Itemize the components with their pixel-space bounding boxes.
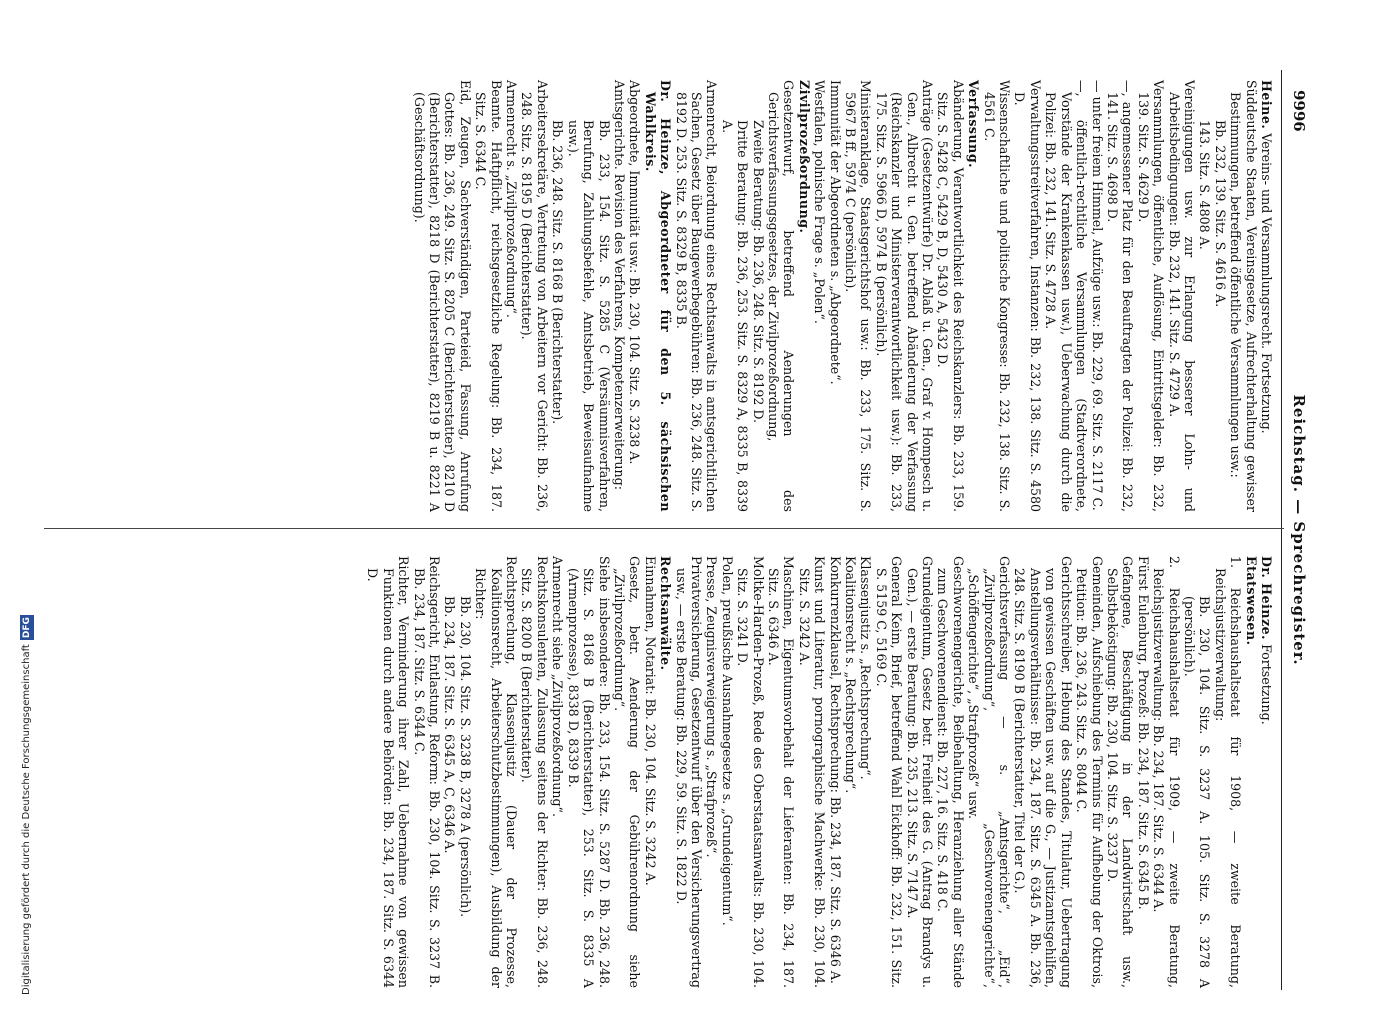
register-entry [411,556,442,988]
entry-text: Fortsetzung. [1259,644,1274,725]
right-column [365,556,1274,988]
register-entry [966,80,981,512]
register-entry [981,80,1012,512]
entry-text: Armenrecht, Beiordnung eines Rechtsanwalts in amtsgerichtlichen Sachen, Gesetz über Baugewerbegebühren: Bb. 236, 248. Sitz. S. 8192 D. 253. Sitz. S. 8329 B, 8335 B. [673,80,720,512]
entry-text: General Keim, Brief, betreffend Wahl Eickhoff: Bb. 232, 151. Sitz. S. 5159 C, 5169 C. [873,556,905,988]
entry-text: Richter, Verminderung ihrer Zahl, Uebernahme von gewissen Funktionen durch andere Behörden: Bb. 234, 187. Sitz. S. 6344 D. [365,556,412,988]
register-entry [1012,556,1074,988]
register-entry [1197,80,1212,512]
register-entry [658,556,673,988]
entry-text: Wissenschaftliche und politische Kongresse: Bb. 232, 138. Sitz. S. 4561 C. [981,80,1013,512]
entry-heading: Dr. Heinze. [1259,556,1274,641]
register-entry [796,556,827,988]
entry-text: Eid, Zeugen, Sachverständigen, Parteieid, Fassung, Anrufung Gottes: Bb. 236, 249. Sitz. S. 8205 C (Berichterstatter), 8210 D (Berichterstatter), 8218 D (Berichterstatter), 8219 B u. 8221 A (Geschäftsordnung). [411,80,473,512]
register-entry [796,80,811,512]
register-entry [873,80,935,512]
register-entry [1105,556,1136,988]
register-entry [565,556,611,988]
register-entry [565,80,611,512]
entry-text: Immunität der Abgeordneten s. „Abgeordnete“. [827,80,843,385]
entry-text: 1. Reichshaushaltsetat für 1908, — zweite Beratung, Reichsjustizverwaltung: [1212,556,1244,988]
register-entry [1166,80,1197,512]
register-entry [673,80,719,512]
register-entry [612,556,643,988]
entry-text: Verwaltungsstreitverfahren, Instanzen: Bb. 232, 138. Sitz. S. 4580 D. [1012,80,1043,512]
entry-text: Kunst und Literatur, pornographische Machwerke: Bb. 230, 104. Sitz. S. 3242 A. [796,556,828,988]
entry-text: Amtsgerichte. Revision des Verfahrens, Kompetenzerweiterung: [611,80,627,490]
register-entry [827,80,842,512]
digitization-credit-text [20,600,34,995]
entry-text: Vereinigungen usw. zur Erlangung besserer Lohn- und Arbeitsbedingungen: Bb. 232, 141. Sitz. S. 4729 A. [1166,80,1197,512]
register-entry [1151,556,1182,988]
register-entry [1043,80,1089,512]
register-entry [442,556,457,988]
register-entry [457,556,472,988]
column-divider [44,528,1284,529]
register-entry [550,556,565,988]
register-entry [642,80,673,512]
entry-text: — unter freiem Himmel, Aufzüge usw.: Bb. 229, 69. Sitz. S. 2117 C. [1089,80,1105,511]
register-entry [627,80,642,512]
entry-text: —, öffentlich-rechtliche Versammlungen (Stadtverordnete, Vorstände der Krankenkassen usw.), Ueberwachung durch die Polizei: Bb. 232, 141. Sitz. S. 4728 A. [1043,80,1090,512]
register-entry [550,80,565,512]
register-entry [1105,80,1136,512]
entry-reference: Dritte Beratung: Bb. 236, 253. Sitz. S. 8329 A, 8335 B, 8339 A. [719,120,751,512]
entry-text: Rechtskonsulenten, Zulassung seitens der Richter: Bb. 236, 248. Sitz. S. 8200 B (Berichterstatter). [519,556,550,988]
entry-text: Siehe insbesondere: Bb. 233, 154. Sitz. S. 5287 D. Bb. 236, 248. Sitz. S. 8168 B (Berichterstatter), 253. Sitz. S. 8335 A (Armenprozesse), 8338 D, 8339 B. [565,556,612,988]
rotated-page [18,50,1318,1010]
left-column [411,80,1274,512]
entry-reference: Bb. 232, 139. Sitz. S. 4616 A. [1212,120,1228,308]
entry-text: Westfalen, polnische Frage s. „Polen“. [812,80,828,324]
register-entry [735,556,766,988]
register-entry [750,80,765,512]
register-entry [873,556,904,988]
entry-text: Gerichtsverfassung — s. „Amtsgerichte“, „Eid“, „Zivilprozeßordnung“, „Geschworenengerichte“, „Schöffengerichte“, „Strafprozeß“ usw. [966,556,1013,988]
digitization-credit [6,600,32,995]
register-entry [1135,80,1166,512]
entry-text: Klassenjustiz s. „Rechtsprechung“. [858,556,874,780]
register-entry [473,556,519,988]
entry-text: Anträge (Gesetzentwürfe) Dr. Ablaß u. Gen., Graf v. Hompesch u. Gen., Albrecht u. Gen. betreffend Abänderung der Verfassung (Reichskanzler und Ministerverantwortlichkeit usw.): Bb. 233, 175. Sitz. S. 5966 D, 5974 B (persönlich). [873,80,936,512]
register-entry [1259,80,1274,512]
register-entry [1135,556,1150,988]
entry-text: Ministeranklage, Staatsgerichtshof usw.: Bb. 233, 175. Sitz. S. 5967 B ff., 5974 C (persönlich). [843,80,874,512]
register-entry [504,80,519,512]
register-entry [935,80,966,512]
dfg-logo: DFG [22,617,32,639]
register-entry [1212,80,1227,512]
entry-text: Moltke-Harden-Prozeß, Rede des Oberstaatsanwalts: Bb. 230, 104. Sitz. S. 3241 D. [735,556,766,988]
register-entry [519,80,550,512]
entry-text: Reichsgericht, Entlastung, Reform: Bb. 230, 104. Sitz. S. 3237 B. Bb. 234, 187. Sitz. S. 6344 C. [411,556,443,988]
register-entry [843,80,874,512]
register-entry [966,556,1012,988]
entry-text: Maschinen, Eigentumsvorbehalt der Lieferanten: Bb. 234, 187. Sitz. S. 6346 A. [766,556,797,988]
register-entry [612,80,627,512]
entry-reference: Bb. 234, 187. Sitz. S. 6345 A, C, 6346 A. [442,596,458,854]
entry-heading: Rechtsanwälte. [658,556,674,671]
register-entry [1243,556,1258,988]
register-entry [719,80,750,512]
entry-heading: Heine. [1259,80,1274,130]
entry-heading: Verfassung. [966,80,982,169]
register-entry [719,556,734,988]
entry-reference: Bb. 230, 104. Sitz. S. 3238 B, 3278 A (persönlich). [457,596,473,918]
page-header [1280,50,1308,1010]
entry-text: —, angemessener Platz für den Beauftragten der Polizei: Bb. 232, 141. Sitz. S. 4698 D. [1104,80,1136,512]
register-entry [704,556,719,988]
register-entry [473,80,504,512]
entry-text: Süddeutsche Staaten, Vereinsgesetze, Aufrechterhaltung gewisser Bestimmungen, betreffend öffentliche Versammlungen usw.: [1228,80,1259,512]
entry-text: Gefangene, Beschäftigung in der Landwirtschaft usw., Selbstbeköstigung: Bb. 230, 104. Sitz. S. 3237 D. [1104,556,1136,988]
entry-text: 2. Reichshaushaltsetat für 1909, — zweite Beratung, Reichsjustizverwaltung: Bb. 234, 187. Sitz. S. 6344 A. [1151,556,1182,988]
entry-text: Einnahmen, Notariat: Bb. 230, 104. Sitz. S. 3242 A. [642,556,658,886]
entry-text: Armenrecht s. „Zivilprozeßordnung“. [504,80,520,318]
header-rule [1281,70,1282,990]
entry-text: Arbeitersekretäre, Vertretung von Arbeitern vor Gericht: Bb. 236, 248. Sitz. S. 8195 D (Berichterstatter). [519,80,550,512]
entry-text: Vereins- und Versammlungsrecht. Fortsetzung. [1259,133,1274,434]
register-entry [519,556,550,988]
entry-heading: Etatswesen. [1243,556,1259,646]
register-entry [827,556,842,988]
entry-text: Privatversicherung, Gesetzentwurf über den Versicherungsvertrag usw., — erste Beratung: Bb. 229, 59. Sitz. S. 1822 D. [673,556,704,988]
entry-text: Versammlungen, öffentliche, Auflösung, Eintrittsgelder: Bb. 232, 139. Sitz. S. 4629 D. [1135,80,1167,512]
page-title: Reichstag. — Sprechregister. [1290,394,1308,666]
entry-text: Rechtsprechung, Klassenjustiz (Dauer der Prozesse, Koalitionsrecht, Arbeiterschutzbestimmungen), Ausbildung der Richter: [473,556,520,988]
entry-heading: Zivilprozeßordnung. [796,80,812,234]
entry-text: Grundeigentum, Gesetz betr. Freiheit des G. (Antrag Brandys u. Gen.), — erste Beratung: Bb. 235, 213. Sitz. S. 7147 A. [904,556,936,988]
entry-text: Beamte. Haftpflicht, reichsgesetzliche Regelung: Bb. 234, 187. Sitz. S. 6344 C. [473,80,504,512]
entry-text: Geschworenengerichte, Beibehaltung, Heranziehung aller Stände zum Geschworenendienst: Bb. 227, 16. Sitz. S. 418 C. [935,556,966,988]
entry-reference: 143. Sitz. S. 4808 A. [1197,120,1213,250]
entry-reference: Bb. 230, 104. Sitz. S. 3237 A. 105. Sitz. S. 3278 A (persönlich). [1181,596,1213,988]
entry-text: Gesetzentwurf, betreffend Aenderungen des Gerichtsverfassungsgesetzes, der Zivilprozeßordnung, [766,80,797,512]
entry-text: Fürst Eulenburg, Prozeß: Bb. 234, 187. Sitz. S. 6345 B. [1135,556,1151,910]
register-entry [766,80,797,512]
entry-text: Gesetz, betr. Aenderung der Gebührenordnung siehe „Zivilprozeßordnung“. [611,556,643,988]
entry-reference: Bb. 236, 248. Sitz. S. 8168 B (Berichterstatter). [550,120,566,425]
entry-text: Gemeinden, Aufschiebung des Termins für Aufhebung der Oktrois, Petition: Bb. 236, 243. Sitz. S. 8044 C. [1074,556,1105,988]
register-entry [935,556,966,988]
entry-text: Presse, Zeugnisverweigerung s. „Strafprozeß“. [704,556,720,858]
register-entry [904,556,935,988]
entry-text: Koalitionsrecht s. „Rechtsprechung“. [843,556,859,794]
entry-text: Polen, preußische Ausnahmegesetze s. „Grundeigentum“. [719,556,735,926]
page-number: 9996 [1290,90,1308,132]
entry-text: Gerichtsschreiber, Hebung des Standes, Titulatur, Uebertragung von gewissen Geschäften usw. auf die G., — Justizamtsgehilfen, Anstellungsverhältnisse: Bb. 234, 187. Sitz. S. 6345 A. Bb. 236, 248. Sitz. S. 8190 B (Berichterstatter, Titel der G.). [1012,556,1074,988]
entry-reference: Bb. 233, 154. Sitz. S. 5285 C (Versäumnisverfahren, Berufung, Zahlungsbefehle, Amtsbetrieb, Beweisaufnahme usw.). [565,120,612,512]
entry-text: Armenrecht siehe „Zivilprozeßordnung“. [550,556,566,817]
register-entry [843,556,858,988]
register-entry [1074,556,1105,988]
register-entry [411,80,473,512]
register-entry [1212,556,1243,988]
register-entry [1228,80,1259,512]
credit-line: Digitalisierung gefördert durch die Deutsche Forschungsgemeinschaft [21,644,32,995]
entry-text: Abänderung, Verantwortlichkeit des Reichskanzlers: Bb. 233, 159. Sitz. S. 5428 C, 5429 B, D, 5430 A, 5432 D. [935,80,966,512]
register-entry [1012,80,1043,512]
register-entry [858,556,873,988]
register-entry [642,556,657,988]
register-entry [1089,80,1104,512]
register-entry [766,556,797,988]
register-entry [365,556,411,988]
entry-text: Konkurrenzklausel, Rechtsprechung: Bb. 234, 187. Sitz. S. 6346 A. [827,556,843,984]
register-entry [673,556,704,988]
entry-text: Abgeordnete, Immunität usw.: Bb. 230, 104. Sitz. S. 3238 A. [627,80,643,465]
register-entry [812,80,827,512]
register-entry [1259,556,1274,988]
register-entry [1182,556,1213,988]
entry-heading: Dr. Heinze, Abgeordneter für den 5. sächsischen Wahlkreis. [642,80,674,512]
entry-reference: Zweite Beratung: Bb. 236, 248. Sitz. S. 8192 D. [750,120,766,424]
